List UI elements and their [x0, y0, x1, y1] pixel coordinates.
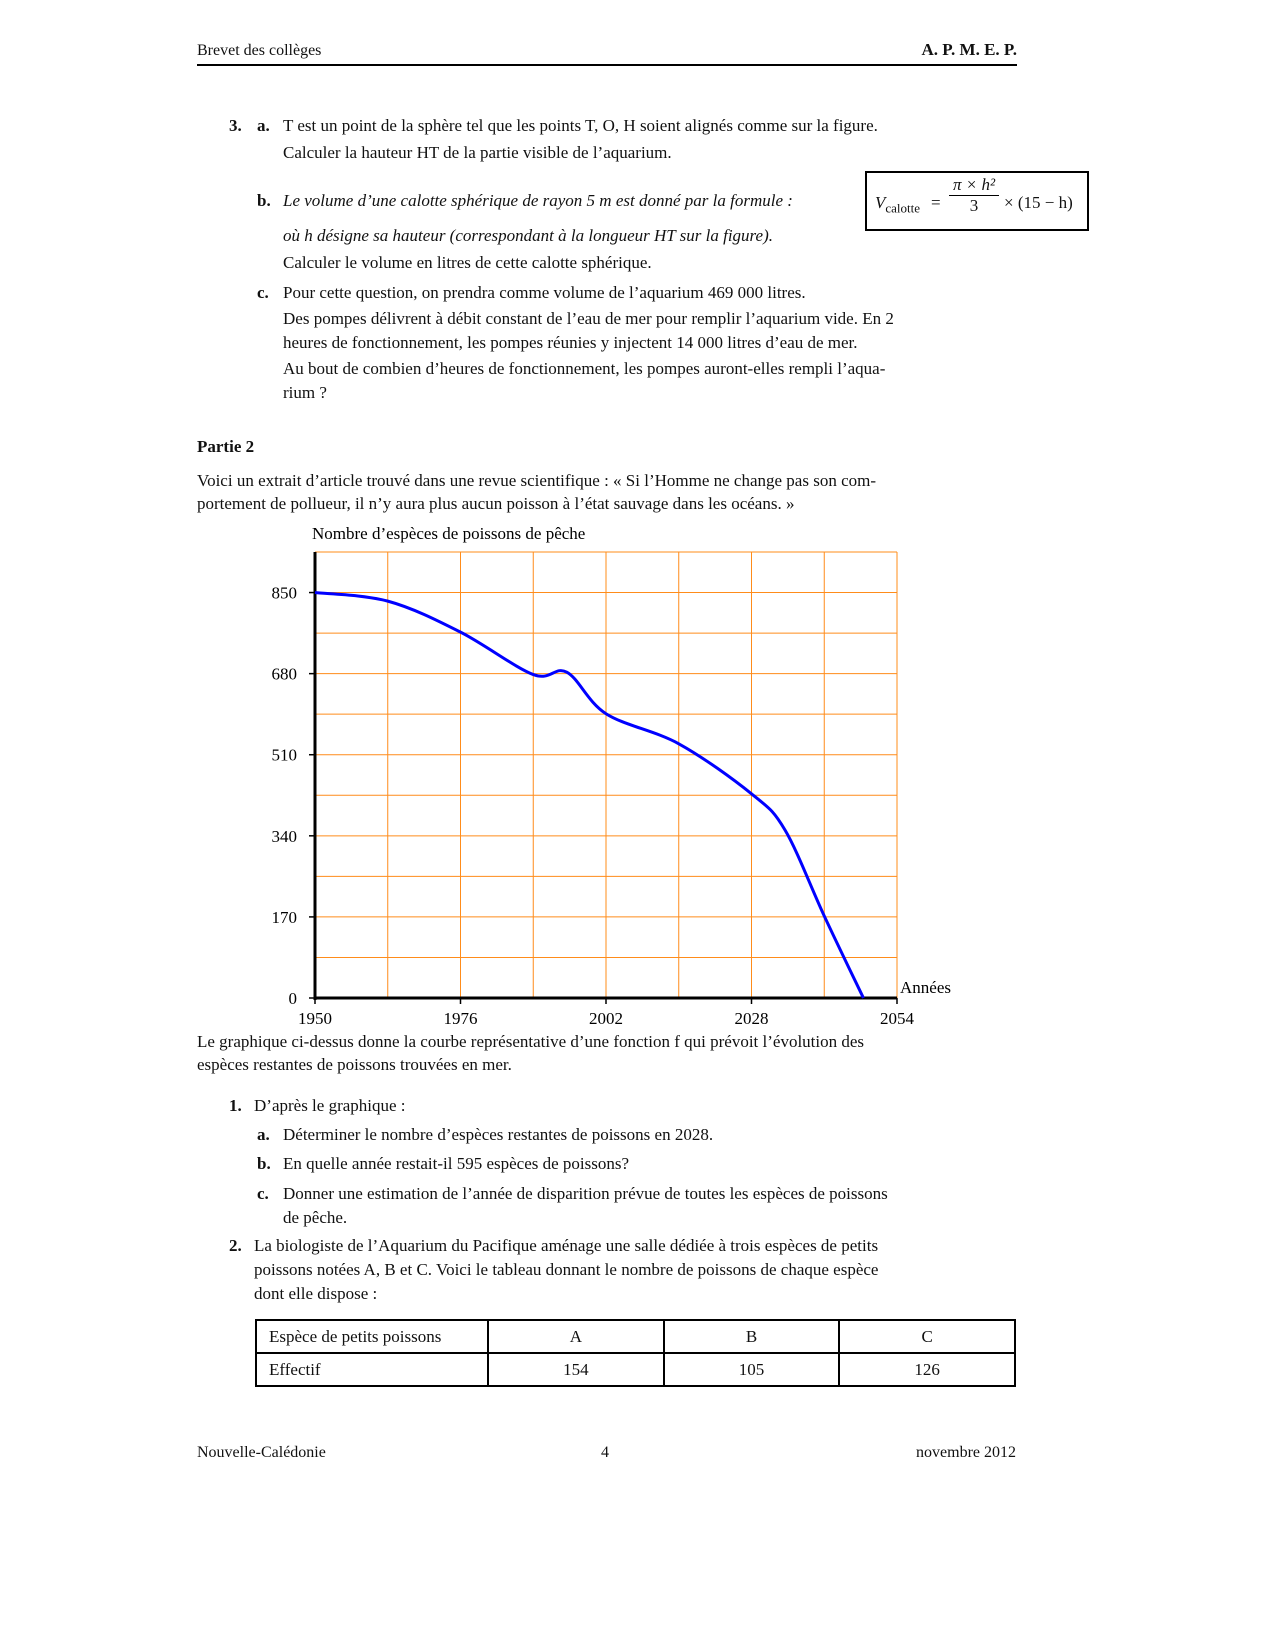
footer-left: Nouvelle-Calédonie — [197, 1444, 326, 1461]
q3b-text2: où h désigne sa hauteur (correspondant à la longueur HT sur la figure). — [283, 226, 773, 245]
page-number: 4 — [601, 1444, 609, 1461]
q1c-text1: Donner une estimation de l’année de disparition prévue de toutes les espèces de poissons — [283, 1184, 888, 1203]
q3c-text4: Au bout de combien d’heures de fonctionnement, les pompes auront-elles rempli l’aqua- — [283, 359, 886, 378]
table-row — [256, 1353, 1015, 1386]
formula-sub: calotte — [885, 200, 921, 216]
x-axis-label: Années — [900, 978, 951, 997]
q3c-text5: rium ? — [283, 383, 327, 402]
q1b-text: En quelle année restait-il 595 espèces de poissons? — [283, 1154, 630, 1173]
y-tick-label: 680 — [271, 664, 297, 684]
y-tick-label: 170 — [271, 907, 297, 927]
table-cell: 105 — [664, 1353, 840, 1386]
x-tick-label: 2028 — [734, 1009, 769, 1028]
q1a-text: Déterminer le nombre d’espèces restantes de poissons en 2028. — [283, 1125, 714, 1144]
q3c-text1: Pour cette question, on prendra comme volume de l’aquarium 469 000 litres. — [283, 283, 806, 302]
table-cell: B — [664, 1320, 840, 1353]
q1c-label: c. — [257, 1184, 269, 1203]
partie2-title: Partie 2 — [197, 437, 255, 456]
q3b-text3: Calculer le volume en litres de cette calotte sphérique. — [283, 253, 652, 272]
table-row — [256, 1320, 1015, 1353]
intro-line1: Voici un extrait d’article trouvé dans une revue scientifique : « Si l’Homme ne change pas son com- — [197, 471, 877, 490]
after-chart-line2: espèces restantes de poissons trouvées en mer. — [197, 1055, 512, 1074]
q3b-text: Le volume d’une calotte sphérique de rayon 5 m est donné par la formule : — [283, 191, 793, 210]
formula-lhs: V — [875, 193, 886, 212]
q1b-label: b. — [257, 1154, 271, 1173]
q1-number: 1. — [229, 1096, 242, 1115]
header-left: Brevet des collèges — [197, 42, 322, 59]
q3a-label: a. — [257, 116, 270, 135]
q2-text1: La biologiste de l’Aquarium du Pacifique aménage une salle dédiée à trois espèces de petits — [254, 1236, 879, 1255]
formula-rest: × (15 − h) — [1004, 193, 1073, 212]
table-cell: A — [488, 1320, 664, 1353]
q3a-text: T est un point de la sphère tel que les points T, O, H soient alignés comme sur la figure. — [283, 116, 878, 135]
after-chart-line1: Le graphique ci-dessus donne la courbe représentative d’une fonction f qui prévoit l’évolution des — [197, 1032, 865, 1051]
table-cell: C — [839, 1320, 1015, 1353]
x-tick-label: 2054 — [880, 1009, 914, 1028]
chart-title: Nombre d’espèces de poissons de pêche — [312, 524, 586, 543]
q1a-label: a. — [257, 1125, 270, 1144]
q1-text: D’après le graphique : — [254, 1096, 406, 1115]
q3a-text2: Calculer la hauteur HT de la partie visible de l’aquarium. — [283, 143, 672, 162]
q2-text2: poissons notées A, B et C. Voici le tableau donnant le nombre de poissons de chaque espèce — [254, 1260, 879, 1279]
q1c-text2: de pêche. — [283, 1208, 348, 1227]
table-cell: 154 — [488, 1353, 664, 1386]
q2-number: 2. — [229, 1236, 242, 1255]
footer-right: novembre 2012 — [916, 1444, 1016, 1461]
y-tick-label: 340 — [271, 826, 297, 846]
species-table — [255, 1319, 1016, 1387]
formula-eq: = — [931, 193, 941, 212]
q3-number: 3. — [229, 116, 242, 135]
y-tick-label: 510 — [271, 745, 297, 765]
x-tick-label: 2002 — [589, 1009, 623, 1028]
q2-text3: dont elle dispose : — [254, 1284, 378, 1303]
formula-denominator: 3 — [969, 196, 979, 215]
table-cell: 126 — [839, 1353, 1015, 1386]
q3c-text3: heures de fonctionnement, les pompes réunies y injectent 14 000 litres d’eau de mer. — [283, 333, 858, 352]
q3c-text2: Des pompes délivrent à débit constant de l’eau de mer pour remplir l’aquarium vide. En 2 — [283, 309, 894, 328]
y-tick-label: 0 — [288, 989, 297, 1008]
formula-numerator: π × h² — [949, 175, 999, 196]
table-cell: Espèce de petits poissons — [256, 1320, 488, 1353]
table-cell: Effectif — [256, 1353, 488, 1386]
x-tick-label: 1976 — [443, 1009, 478, 1028]
q3b-label: b. — [257, 191, 271, 210]
q3c-label: c. — [257, 283, 269, 302]
intro-line2: portement de pollueur, il n’y aura plus aucun poisson à l’état sauvage dans les océans. » — [197, 494, 795, 513]
x-tick-label: 1950 — [298, 1009, 332, 1028]
y-tick-label: 850 — [271, 583, 297, 603]
header-right: A. P. M. E. P. — [921, 40, 1017, 59]
